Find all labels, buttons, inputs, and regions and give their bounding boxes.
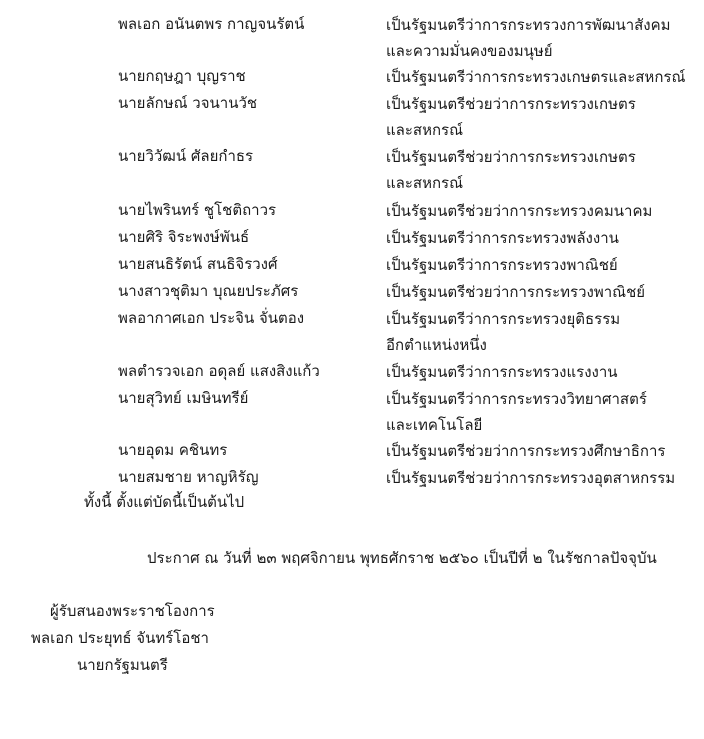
signatory-name: พลเอก ประยุทธ์ จันทร์โอชา <box>31 629 209 647</box>
position-line: เป็นรัฐมนตรีช่วยว่าการกระทรวงอุตสาหกรรม <box>386 469 676 487</box>
appointed-position <box>386 386 686 438</box>
position-line: เป็นรัฐมนตรีว่าการกระทรวงยุติธรรม <box>386 310 621 328</box>
appointee-name: นายลักษณ์ วจนานวัช <box>118 94 258 112</box>
appointee-name: พลเอก อนันตพร กาญจนรัตน์ <box>118 15 305 33</box>
appointee-name: นายวิวัฒน์ ศัลยกำธร <box>118 147 254 165</box>
position-line: เป็นรัฐมนตรีว่าการกระทรวงพลังงาน <box>386 229 619 247</box>
countersign-label: ผู้รับสนองพระราชโองการ <box>50 602 215 620</box>
appointed-position <box>386 64 686 90</box>
position-line: เป็นรัฐมนตรีว่าการกระทรวงแรงงาน <box>386 363 618 381</box>
position-line: และสหกรณ์ <box>386 121 464 139</box>
appointee-name: พลอากาศเอก ประจิน จั่นตอง <box>118 309 305 327</box>
position-line: เป็นรัฐมนตรีช่วยว่าการกระทรวงเกษตร <box>386 95 636 113</box>
position-line: เป็นรัฐมนตรีว่าการกระทรวงการพัฒนาสังคม <box>386 16 671 34</box>
position-line: เป็นรัฐมนตรีช่วยว่าการกระทรวงคมนาคม <box>386 202 653 220</box>
appointed-position <box>386 225 686 251</box>
appointed-position <box>386 12 686 64</box>
position-line: และเทคโนโลยี <box>386 416 483 434</box>
appointed-position <box>386 306 686 358</box>
appointed-position <box>386 144 686 196</box>
position-line: อีกตำแหน่งหนึ่ง <box>386 336 487 354</box>
signatory-title: นายกรัฐมนตรี <box>77 656 168 674</box>
announcement-date: ประกาศ ณ วันที่ ๒๓ พฤศจิกายน พุทธศักราช ๒๕๖๐ เป็นปีที่ ๒ ในรัชกาลปัจจุบัน <box>147 549 657 567</box>
position-line: เป็นรัฐมนตรีช่วยว่าการกระทรวงพาณิชย์ <box>386 283 646 301</box>
appointee-name: นายสุวิทย์ เมษินทรีย์ <box>118 389 249 407</box>
appointee-name: นายไพรินทร์ ชูโชติถาวร <box>118 201 277 219</box>
appointed-position <box>386 252 686 278</box>
effective-clause: ทั้งนี้ ตั้งแต่บัดนี้เป็นต้นไป <box>84 493 245 511</box>
appointee-name: นายกฤษฎา บุญราช <box>118 67 246 85</box>
appointed-position <box>386 465 686 491</box>
position-line: เป็นรัฐมนตรีว่าการกระทรวงวิทยาศาสตร์ <box>386 390 647 408</box>
position-line: และความมั่นคงของมนุษย์ <box>386 42 553 60</box>
appointed-position <box>386 359 686 385</box>
appointee-name: นายศิริ จิระพงษ์พันธ์ <box>118 228 250 246</box>
appointee-name: นายสมชาย หาญหิรัญ <box>118 468 259 486</box>
position-line: เป็นรัฐมนตรีช่วยว่าการกระทรวงเกษตร <box>386 148 636 166</box>
position-line: เป็นรัฐมนตรีช่วยว่าการกระทรวงศึกษาธิการ <box>386 442 666 460</box>
appointee-name: นายอุดม คชินทร <box>118 441 228 459</box>
position-line: และสหกรณ์ <box>386 174 464 192</box>
position-line: เป็นรัฐมนตรีว่าการกระทรวงเกษตรและสหกรณ์ <box>386 68 686 86</box>
appointee-name: นางสาวชุติมา บุณยประภัศร <box>118 282 299 300</box>
appointee-name: นายสนธิรัตน์ สนธิจิรวงศ์ <box>118 255 278 273</box>
appointed-position <box>386 198 686 224</box>
appointed-position <box>386 279 686 305</box>
appointed-position <box>386 91 686 143</box>
appointed-position <box>386 438 686 464</box>
appointee-name: พลตำรวจเอก อดุลย์ แสงสิงแก้ว <box>118 362 320 380</box>
position-line: เป็นรัฐมนตรีว่าการกระทรวงพาณิชย์ <box>386 256 618 274</box>
